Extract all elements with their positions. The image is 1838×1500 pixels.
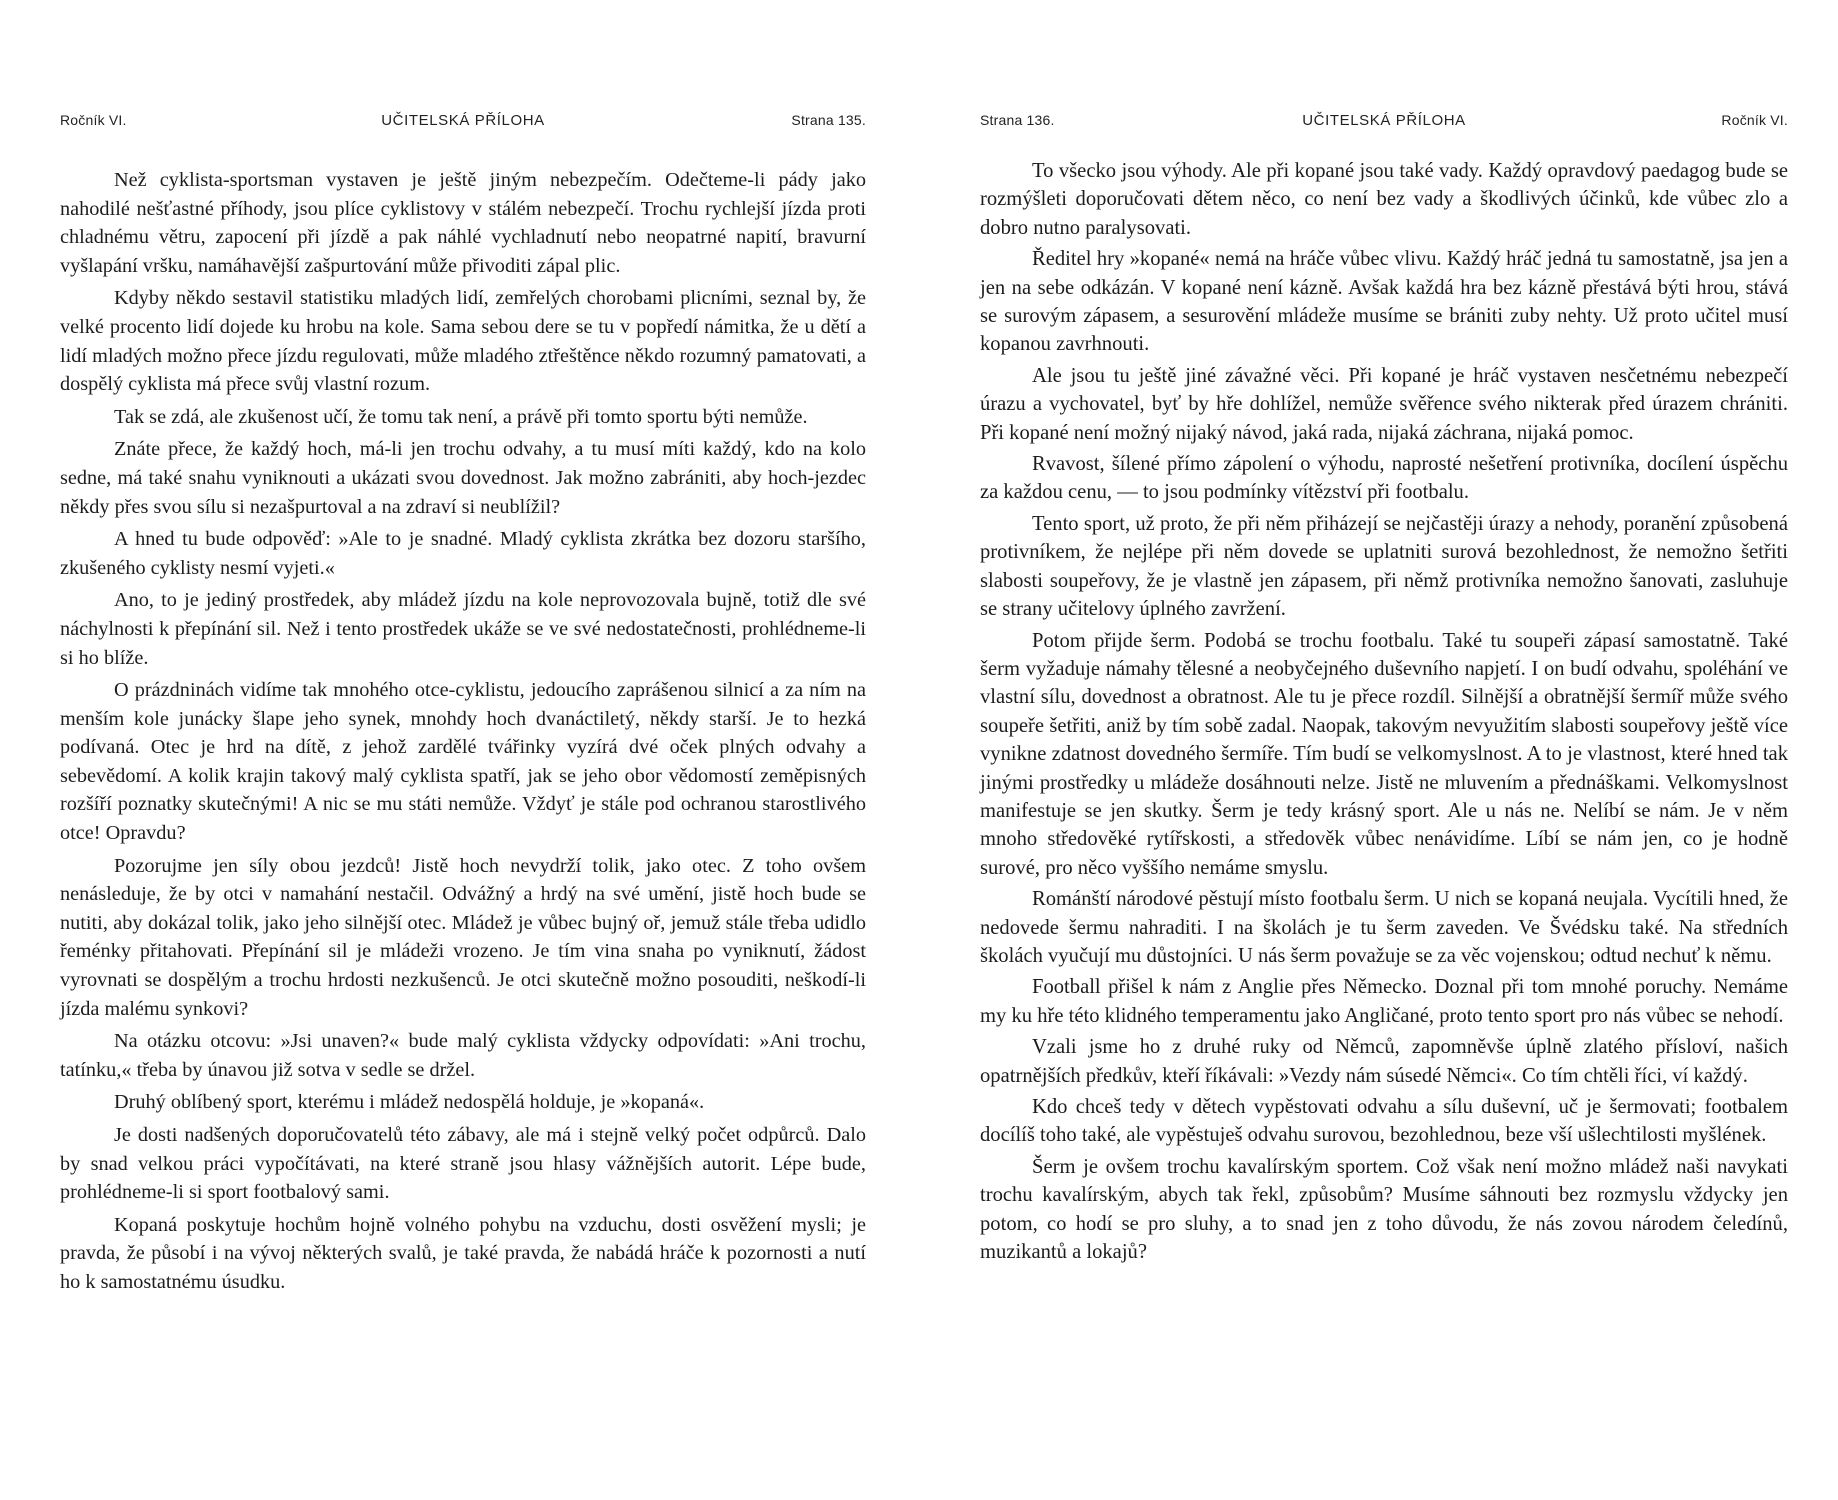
paragraph: O prázdninách vidíme tak mnohého otce-cyklistu, jedoucího zaprášenou silnicí a za ním na menším kole junácky šlape jeho synek, mnohdy hoch dvanáctiletý, někdy starší. Je to hezká podívaná. Otec je hrd na dítě, z jehož zardělé tvářinky vyzírá dvé oček plných odvahy a sebevědomí. A kolik krajin takový malý cyklista spatří, jak se jeho obor vědomostí zeměpisných rozšíří poznatky skutečnými! A nic se mu státi nemůže. Vždyť je stále pod ochranou starostlivého otce! Opravdu? (60, 679, 866, 845)
paragraph: Kopaná poskytuje hochům hojně volného pohybu na vzduchu, dosti osvěžení mysli; je pravda, že působí i na vývoj některých svalů, je také pravda, že nabádá hráče k pozornosti a nutí ho k samostatnému úsudku. (60, 1213, 866, 1293)
running-title: UČITELSKÁ PŘÍLOHA (1302, 112, 1466, 129)
page-number: Strana 136. (980, 112, 1055, 128)
left-page-header (60, 112, 866, 132)
running-title: UČITELSKÁ PŘÍLOHA (381, 112, 545, 129)
volume-label: Ročník VI. (1721, 112, 1788, 128)
paragraph: To všecko jsou výhody. Ale při kopané jsou také vady. Každý opravdový paedagog bude se rozmýšleti doporučovati dětem něco, co není bez vady a škodlivých účinků, kde vůbec zlo a dobro nutno paralysovati. (980, 160, 1788, 239)
left-page (60, 0, 866, 1500)
paragraph: Vzali jsme ho z druhé ruky od Němců, zapomněvše úplně zlatého přísloví, našich opatrnějších předkův, kteří říkávali: »Vezdy nám súsedé Němci«. Co tím chtěli říci, ví každý. (980, 1036, 1788, 1087)
paragraph: Tento sport, už proto, že při něm přiházejí se nejčastěji úrazy a nehody, poranění způsobená protivníkem, že nejlépe při něm dovede se uplatniti surová bezohlednost, že nemožno šetřiti slabosti soupeřovy, že je vlastně jen zápasem, při němž protivníka nemožno šanovati, zasluhuje se strany učitelovy úplného zavržení. (980, 512, 1788, 621)
paragraph: A hned tu bude odpověď: »Ale to je snadné. Mladý cyklista zkrátka bez dozoru staršího, zkušeného cyklisty nesmí vyjeti.« (60, 528, 866, 579)
paragraph: Druhý oblíbený sport, kterému i mládež nedospělá holduje, je »kopaná«. (114, 1091, 705, 1114)
paragraph: Kdyby někdo sestavil statistiku mladých lidí, zemřelých chorobami plicními, seznal by, že velké procento lidí dojede ku hrobu na kole. Sama sebou dere se tu v popředí námitka, že u dětí a lidí mladých možno přece jízdu regulovati, může mladého ztřeštěnce někdo rozumný pamatovati, a dospělý cyklista má přece svůj vlastní rozum. (60, 287, 866, 396)
paragraph: Ředitel hry »kopané« nemá na hráče vůbec vlivu. Každý hráč jedná tu samostatně, jsa jen a jen na sebe odkázán. V kopané není kázně. Avšak každá hra bez kázně přestává býti hrou, stává se surovým zápasem, a sesurovění mládeže musíme se brániti zuby nehty. Už proto učitel musí kopanou zavrhnouti. (980, 248, 1788, 356)
right-page-header (980, 112, 1788, 132)
paragraph: Pozorujme jen síly obou jezdců! Jistě hoch nevydrží tolik, jako otec. Z toho ovšem nenásleduje, že by otci v namahání nestačil. Odvážný a hrdý na své umění, jistě hoch bude se nutiti, aby dokázal tolik, jako jeho silnější otec. Mládež je vůbec bujný oř, jemuž stále třeba udidlo řeménky přitahovati. Přepínání sil je mládeži vrozeno. Je tím vina snaha po vyniknutí, žádost vyrovnati se dospělým a trochu hrdosti nezkušenců. Je otci skutečně možno posouditi, neškodí-li jízda malému synkovi? (60, 854, 866, 1020)
volume-label: Ročník VI. (60, 112, 127, 128)
paragraph: Tak se zdá, ale zkušenost učí, že tomu tak není, a právě při tomto sportu býti nemůže. (114, 405, 808, 428)
paragraph: Potom přijde šerm. Podobá se trochu footbalu. Také tu soupeři zápasí samostatně. Také šerm vyžaduje námahy tělesné a neobyčejného duševního napjetí. I on budí odvahu, spoléhání ve vlastní sílu, dovednost a obratnost. Ale tu je přece rozdíl. Silnější a obratnější šermíř může svého soupeře šetřiti, aniž by tím sobě zadal. Naopak, takovým nevyužitím slabosti soupeřovy ještě více vynikne zdatnost dovedného šermíře. Tím budí se velkomyslnost. A to je vlastnost, které hned tak jinými prostředky u mládeže dosáhnouti nelze. Jistě ne mluvením a přednáškami. Velkomyslnost manifestuje se jen skutky. Šerm je tedy krásný sport. Ale u nás ne. Nelíbí se nám. Je v něm mnoho středověké rytířskosti, a středověk vůbec nenávidíme. Líbí se nám jen, co je hodně surové, pro něco vyššího nemáme smyslu. (980, 629, 1788, 879)
paragraph: Románští národové pěstují místo footbalu šerm. U nich se kopaná neujala. Vycítili hned, že nedovede šermu nahraditi. I na školách je tu šerm zaveden. Ve Švédsku také. Na středních školách vyučují mu důstojníci. U nás šerm považuje se za věc vojenskou; odtud nechuť k němu. (980, 888, 1788, 967)
page-number: Strana 135. (791, 112, 866, 128)
right-page-body (980, 157, 1788, 1269)
paragraph: Na otázku otcovu: »Jsi unaven?« bude malý cyklista vždycky odpovídati: »Ani trochu, tatínku,« třeba by únavou již sotva v sedle se držel. (60, 1030, 866, 1081)
paragraph: Než cyklista-sportsman vystaven je ještě jiným nebezpečím. Odečteme-li pády jako nahodilé nešťastné příhody, jsou plíce cyklistovy v stálém nebezpečí. Trochu rychlejší jízda proti chladnému větru, zapocení při jízdě a pak náhlé vychladnutí nebo neopatrné napití, bravurní vyšlapání vršku, namáhavější zašpurtování může přivoditi zápal plic. (60, 169, 866, 277)
left-page-body (60, 166, 866, 1301)
paragraph: Kdo chceš tedy v dětech vypěstovati odvahu a sílu duševní, uč je šermovati; footbalem docílíš toho také, ale vypěstuješ odvahu surovou, bezohlednou, beze vší ušlechtilosti myšlének. (980, 1096, 1788, 1147)
paragraph: Znáte přece, že každý hoch, má-li jen trochu odvahy, a tu musí míti každý, kdo na kolo sedne, má také snahu vyniknouti a ukázati svou dovednost. Jak možno zabrániti, aby hoch-jezdec někdy přes svou sílu si nezašpurtoval a na zdraví si neublížil? (60, 438, 866, 518)
right-page (980, 0, 1788, 1500)
paragraph: Rvavost, šílené přímo zápolení o výhodu, naprosté nešetření protivníka, docílení úspěchu za každou cenu, — to jsou podmínky vítězství při footbalu. (980, 453, 1788, 504)
paragraph: Football přišel k nám z Anglie přes Německo. Doznal při tom mnohé poruchy. Nemáme my ku hře této klidného temperamentu jako Angličané, proto tento sport pro nás vůbec se nehodí. (980, 976, 1788, 1027)
paragraph: Je dosti nadšených doporučovatelů této zábavy, ale má i stejně velký počet odpůrců. Dalo by snad velkou práci vypočítávati, na které straně jsou hlasy vážnějších autorit. Lépe bude, prohlédneme-li si sport footbalový sami. (60, 1124, 866, 1204)
paragraph: Ale jsou tu ještě jiné závažné věci. Při kopané je hráč vystaven nesčetnému nebezpečí úrazu a vychovatel, byť by hře dohlížel, nemůže svěřence svého nikterak před úrazem chrániti. Při kopané není možný nijaký návod, jaká rada, nijaká záchrana, nijaká pomoc. (980, 364, 1788, 444)
paragraph: Ano, to je jediný prostředek, aby mládež jízdu na kole neprovozovala bujně, totiž dle své náchylnosti k přepínání sil. Než i tento prostředek ukáže se ve své nedostatečnosti, prohlédneme-li si ho blíže. (60, 589, 866, 669)
paragraph: Šerm je ovšem trochu kavalírským sportem. Což však není možno mládež naši navykati trochu kavalírským, abych tak řekl, způsobům? Musíme sáhnouti bez rozmyslu vždycky jen potom, co hodí se pro sluhy, a to snad jen z toho důvodu, že nás zovou národem čeledínů, muzikantů a lokajů? (980, 1155, 1788, 1264)
